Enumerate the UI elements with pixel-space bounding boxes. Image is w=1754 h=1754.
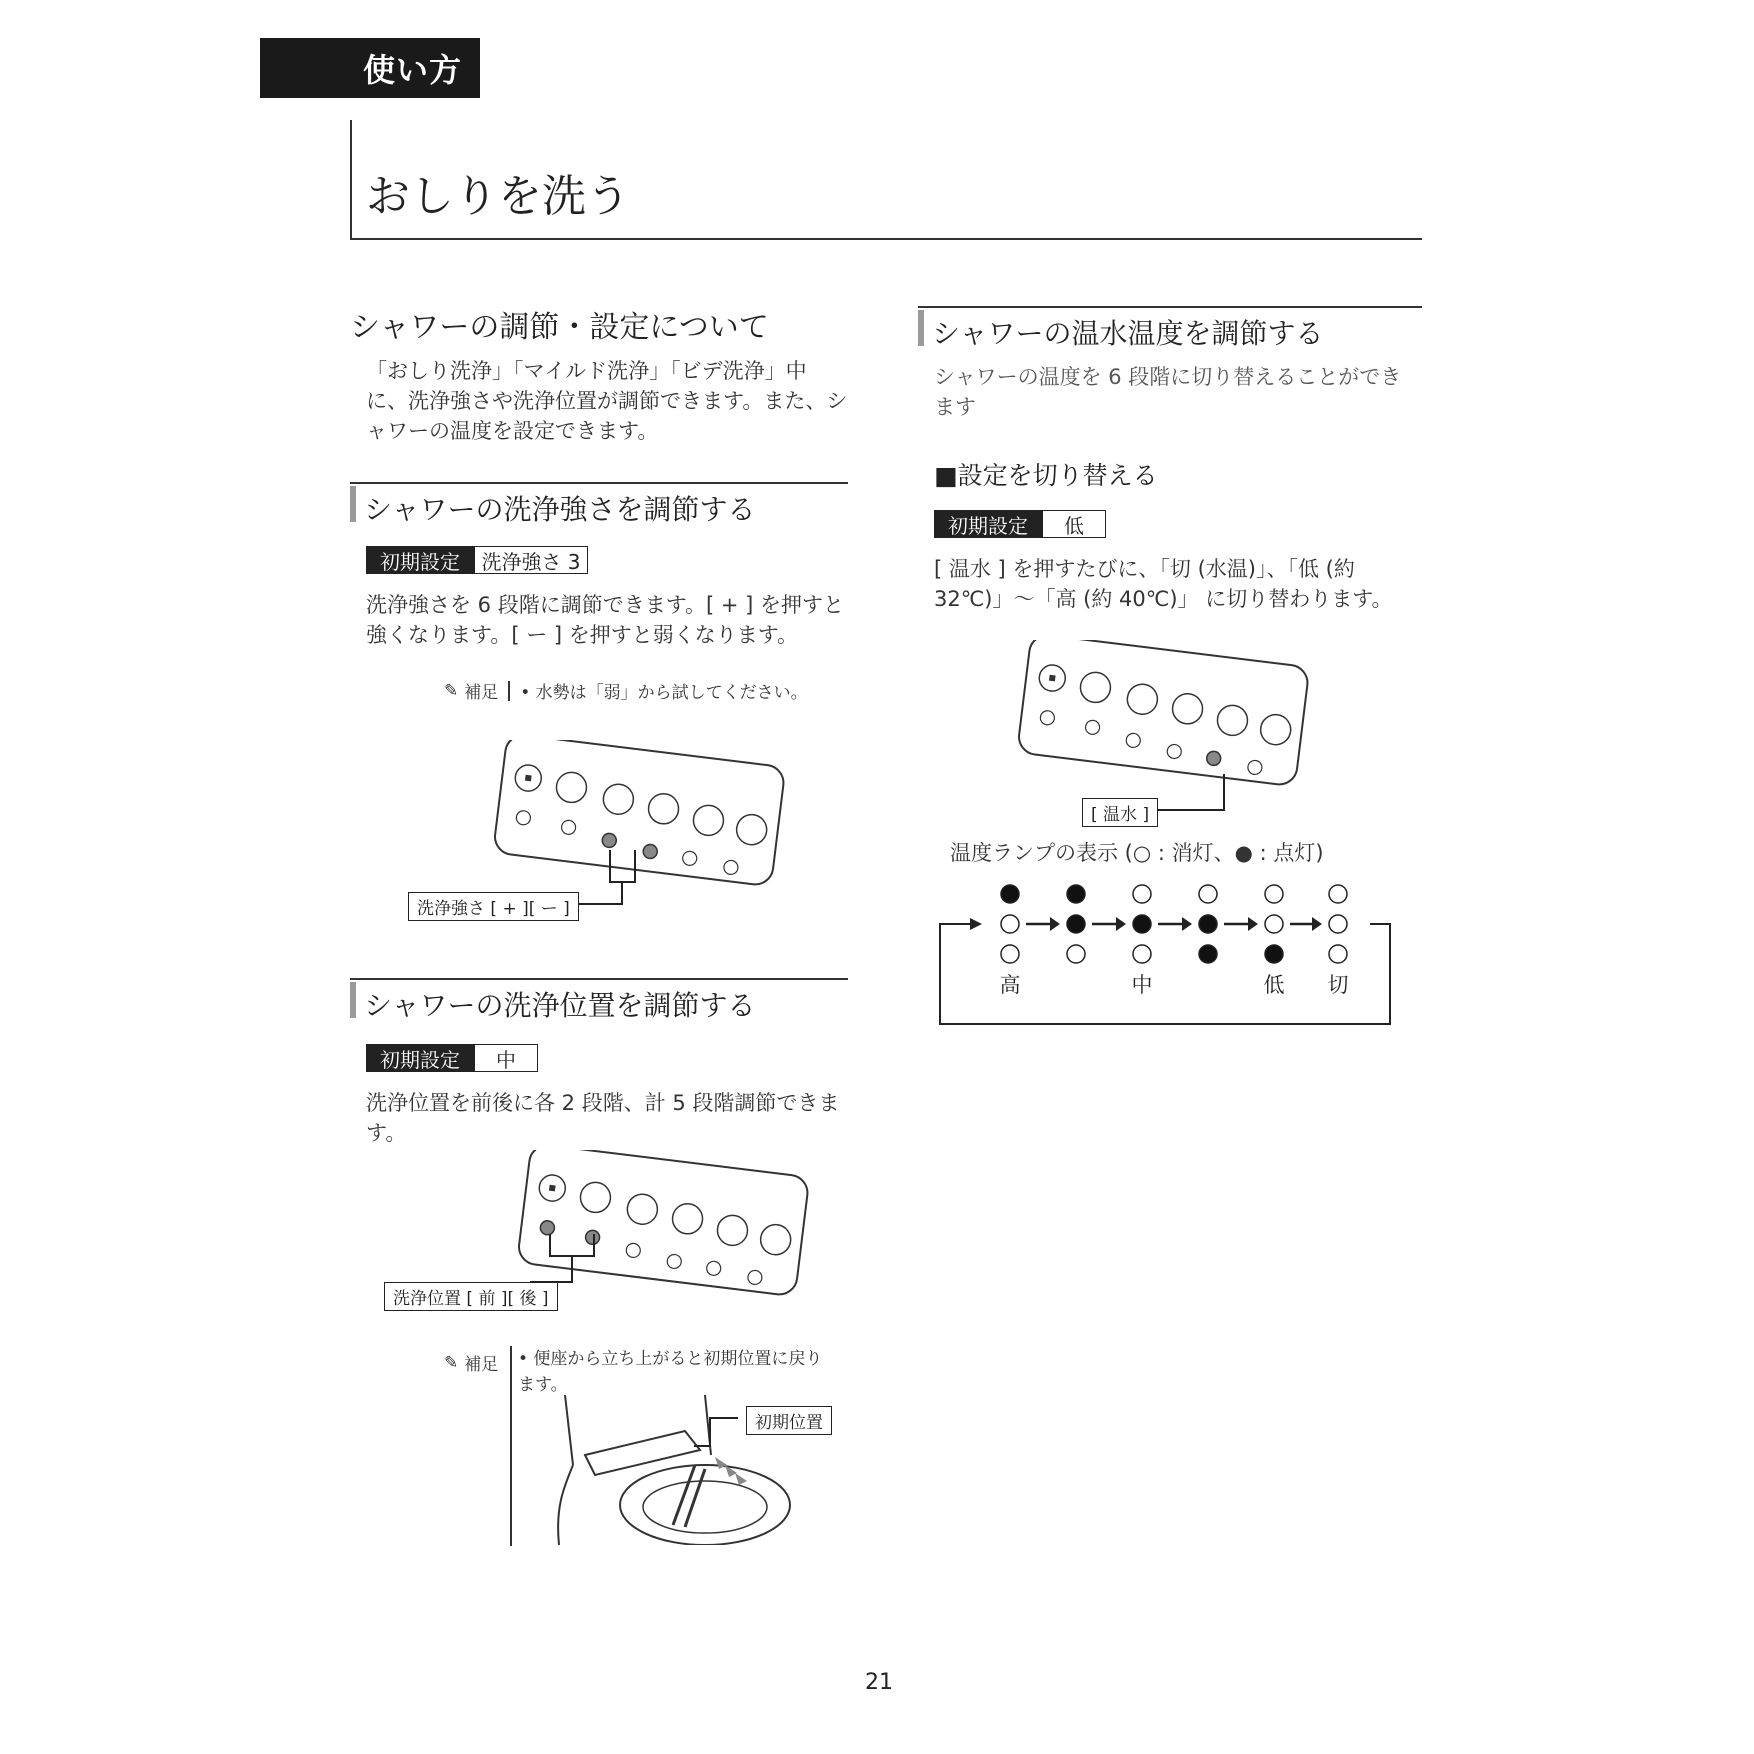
temperature-callout-label: [ 温水 ] bbox=[1082, 798, 1158, 827]
seat-callout-line bbox=[690, 1410, 750, 1450]
lamp-on bbox=[1001, 885, 1019, 903]
lamp-off bbox=[1001, 915, 1019, 933]
page-title-box bbox=[350, 120, 1422, 240]
position-heading: シャワーの洗浄位置を調節する bbox=[364, 989, 756, 1022]
strength-text: 洗浄強さを 6 段階に調節できます。[ + ] を押すと強くなります。[ ー ] を押すと弱くなります。 bbox=[366, 593, 845, 647]
badge-value: 洗浄強さ 3 bbox=[474, 546, 588, 574]
note-text: • 水勢は「弱」から試してください。 bbox=[520, 683, 808, 703]
lamp-off bbox=[1265, 915, 1283, 933]
arrow-head-icon bbox=[1248, 917, 1258, 931]
lamp-on bbox=[1265, 945, 1283, 963]
section-tag: 使い方 bbox=[260, 38, 480, 98]
temperature-default-badge bbox=[934, 510, 1106, 538]
temperature-heading: シャワーの温水温度を調節する bbox=[932, 317, 1324, 350]
lamp-off bbox=[1067, 945, 1085, 963]
lamp-off bbox=[1133, 885, 1151, 903]
temperature-heading-bar bbox=[918, 306, 1422, 352]
position-note bbox=[444, 1350, 498, 1375]
lamp-on bbox=[1199, 945, 1217, 963]
position-text: 洗浄位置を前後に各 2 段階、計 5 段階調節できます。 bbox=[366, 1091, 840, 1145]
lamp-on bbox=[1067, 915, 1085, 933]
temperature-switch-text: [ 温水 ] を押すたびに、「切 (水温)」、「低 (約 32℃)」〜「高 (約 40℃)」 に切り替わります。 bbox=[934, 557, 1393, 611]
strength-note bbox=[444, 678, 808, 703]
lamp-caption: 温度ランプの表示 (○ : 消灯、● : 点灯) bbox=[950, 841, 1324, 865]
arrow-head-icon bbox=[1312, 917, 1322, 931]
lamp-off bbox=[1001, 945, 1019, 963]
note-divider bbox=[508, 681, 510, 701]
arrow-head-icon bbox=[1182, 917, 1192, 931]
seat-callout-label: 初期位置 bbox=[746, 1406, 832, 1435]
page-title: おしりを洗う bbox=[366, 171, 630, 222]
temperature-subheading: ■設定を切り替える bbox=[934, 461, 1158, 490]
lamp-state-label: 低 bbox=[1263, 973, 1285, 997]
lamp-state-label: 切 bbox=[1327, 973, 1349, 997]
note-label: 補足 bbox=[464, 683, 499, 703]
strength-callout-label: 洗浄強さ [ + ][ ー ] bbox=[408, 892, 579, 921]
lamp-state-label: 高 bbox=[999, 973, 1021, 997]
lamp-off bbox=[1265, 885, 1283, 903]
lamp-off bbox=[1133, 945, 1151, 963]
lamp-on bbox=[1199, 915, 1217, 933]
intro-heading: シャワーの調節・設定について bbox=[350, 310, 769, 345]
intro-text: 「おしり洗浄」「マイルド洗浄」「ビデ洗浄」中に、洗浄強さや洗浄位置が調節できます。また、シャワーの温度を設定できます。 bbox=[366, 359, 848, 443]
lamp-off bbox=[1329, 945, 1347, 963]
position-note-text: • 便座から立ち上がると初期位置に戻ります。 bbox=[518, 1349, 823, 1395]
badge-key: 初期設定 bbox=[366, 546, 474, 574]
badge-value: 低 bbox=[1042, 510, 1106, 538]
strength-default-badge bbox=[366, 546, 588, 574]
arrow-head-icon bbox=[1116, 917, 1126, 931]
position-default-badge bbox=[366, 1044, 538, 1072]
position-callout-label: 洗浄位置 [ 前 ][ 後 ] bbox=[384, 1282, 558, 1311]
note-divider bbox=[510, 1346, 512, 1546]
position-heading-bar bbox=[350, 978, 848, 1024]
strength-heading: シャワーの洗浄強さを調節する bbox=[364, 493, 756, 526]
strength-heading-bar bbox=[350, 482, 848, 528]
lamp-off bbox=[1329, 915, 1347, 933]
lamp-on bbox=[1133, 915, 1151, 933]
lamp-off bbox=[1199, 885, 1217, 903]
arrow-head-icon bbox=[1050, 917, 1060, 931]
lamp-state-diagram bbox=[930, 878, 1400, 1028]
lamp-on bbox=[1067, 885, 1085, 903]
badge-key: 初期設定 bbox=[934, 510, 1042, 538]
lamp-off bbox=[1329, 885, 1347, 903]
pencil-icon: ✎ bbox=[444, 680, 459, 701]
note-label: 補足 bbox=[464, 1355, 499, 1375]
badge-key: 初期設定 bbox=[366, 1044, 474, 1072]
badge-value: 中 bbox=[474, 1044, 538, 1072]
pencil-icon: ✎ bbox=[444, 1352, 459, 1373]
lamp-state-label: 中 bbox=[1131, 973, 1153, 997]
temperature-text: シャワーの温度を 6 段階に切り替えることができます bbox=[934, 365, 1402, 419]
page-number: 21 bbox=[865, 1670, 893, 1695]
